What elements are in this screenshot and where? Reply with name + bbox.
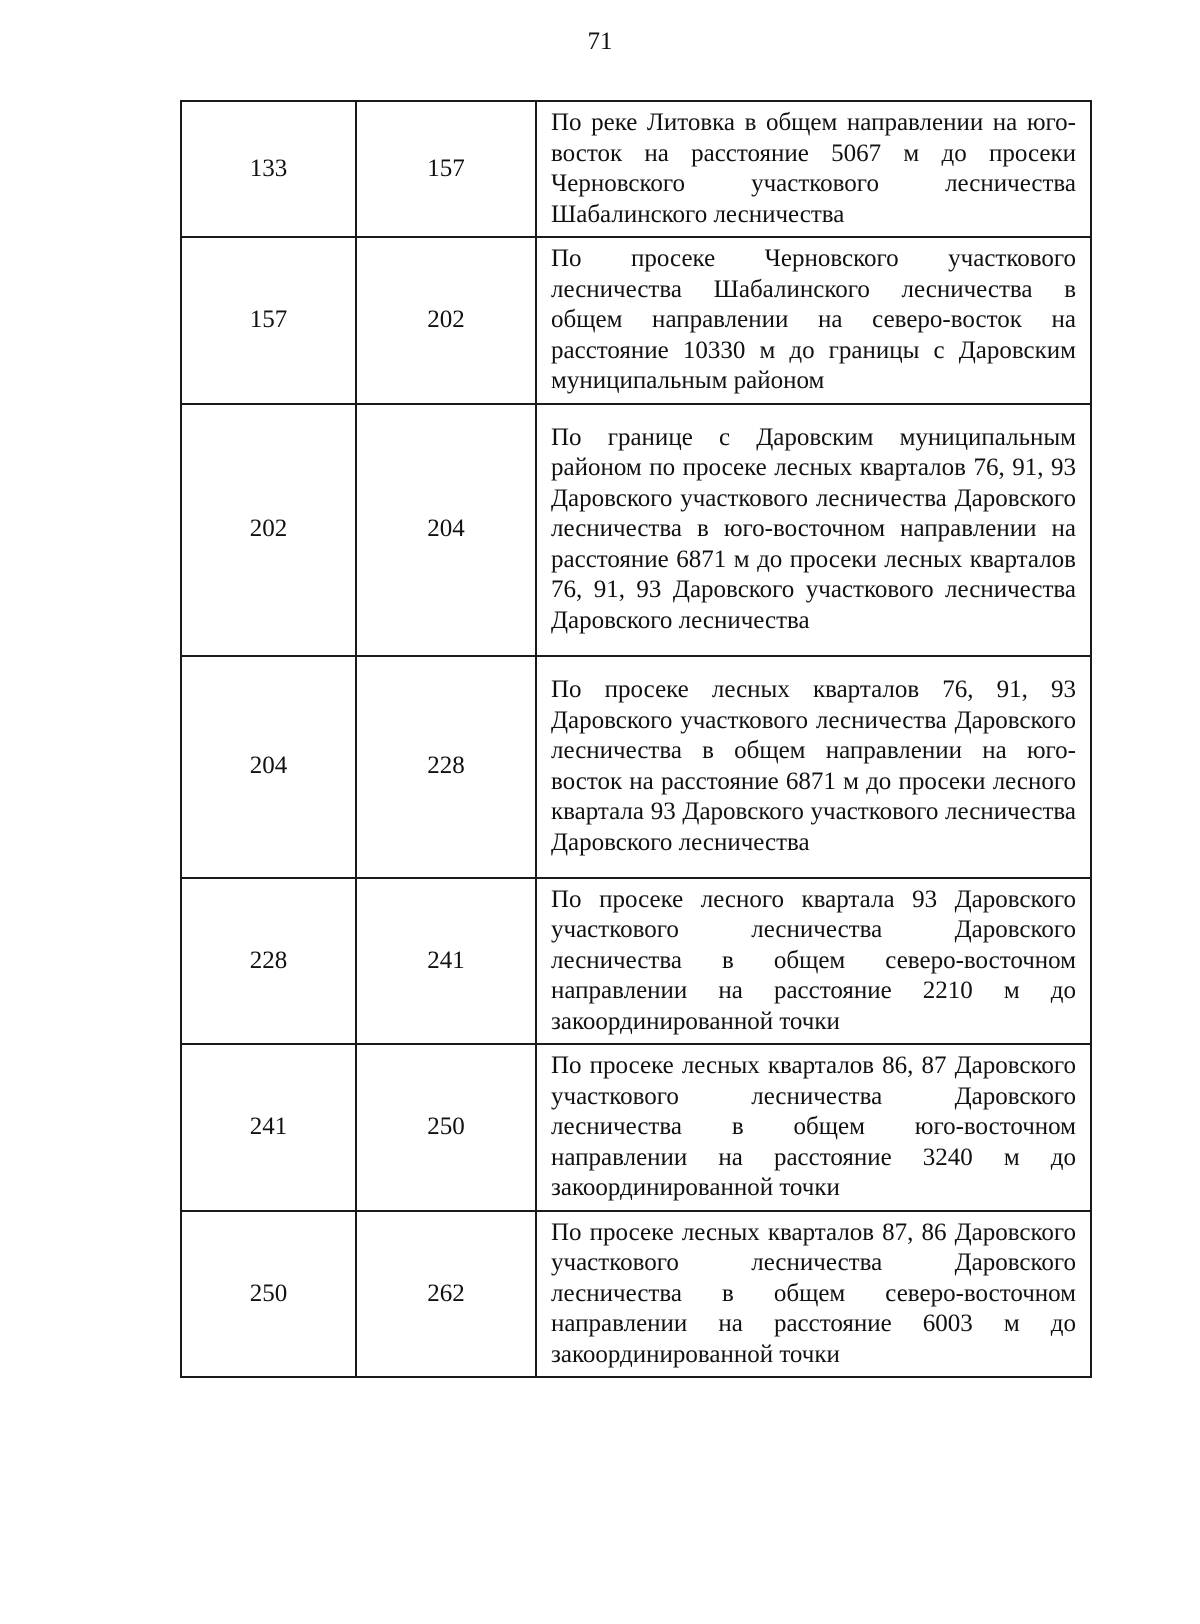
- boundary-description-cell: По просеке лесных кварталов 86, 87 Даровского участкового лесничества Даровского лесничества в общем юго-восточном направлении на расстояние 3240 м до закоординированной точки: [536, 1044, 1091, 1211]
- to-point-cell: 157: [356, 101, 536, 237]
- from-point-cell: 228: [181, 878, 356, 1045]
- page-number: 71: [587, 28, 613, 55]
- table-row: [181, 101, 1091, 237]
- to-point-cell: 262: [356, 1211, 536, 1378]
- boundary-description-cell: По просеке Черновского участкового лесничества Шабалинского лесничества в общем направлении на северо-восток на расстояние 10330 м до границы с Даровским муниципальным районом: [536, 237, 1091, 404]
- boundary-description-cell: По просеке лесных кварталов 76, 91, 93 Даровского участкового лесничества Даровского лесничества в общем направлении на юго-восток на расстояние 6871 м до просеки лесного квартала 93 Даровского участкового лесничества Даровского лесничества: [536, 656, 1091, 878]
- from-point-cell: 204: [181, 656, 356, 878]
- boundary-description-cell: По просеке лесного квартала 93 Даровского участкового лесничества Даровского лесничества в общем северо-восточном направлении на расстояние 2210 м до закоординированной точки: [536, 878, 1091, 1045]
- table-row: [181, 404, 1091, 656]
- boundary-description-cell: По границе с Даровским муниципальным районом по просеке лесных кварталов 76, 91, 93 Даровского участкового лесничества Даровского лесничества в юго-восточном направлении на расстояние 6871 м до просеки лесных кварталов 76, 91, 93 Даровского участкового лесничества Даровского лесничества: [536, 404, 1091, 656]
- from-point-cell: 157: [181, 237, 356, 404]
- table-row: [181, 237, 1091, 404]
- from-point-cell: 133: [181, 101, 356, 237]
- table-row: [181, 878, 1091, 1045]
- from-point-cell: 241: [181, 1044, 356, 1211]
- boundary-description-cell: По реке Литовка в общем направлении на юго-восток на расстояние 5067 м до просеки Черновского участкового лесничества Шабалинского лесничества: [536, 101, 1091, 237]
- to-point-cell: 228: [356, 656, 536, 878]
- boundary-description-cell: По просеке лесных кварталов 87, 86 Даровского участкового лесничества Даровского лесничества в общем северо-восточном направлении на расстояние 6003 м до закоординированной точки: [536, 1211, 1091, 1378]
- table-row: [181, 1211, 1091, 1378]
- table-row: [181, 1044, 1091, 1211]
- to-point-cell: 204: [356, 404, 536, 656]
- from-point-cell: 202: [181, 404, 356, 656]
- boundary-description-table: [180, 100, 1092, 1378]
- table-row: [181, 656, 1091, 878]
- to-point-cell: 202: [356, 237, 536, 404]
- to-point-cell: 241: [356, 878, 536, 1045]
- to-point-cell: 250: [356, 1044, 536, 1211]
- from-point-cell: 250: [181, 1211, 356, 1378]
